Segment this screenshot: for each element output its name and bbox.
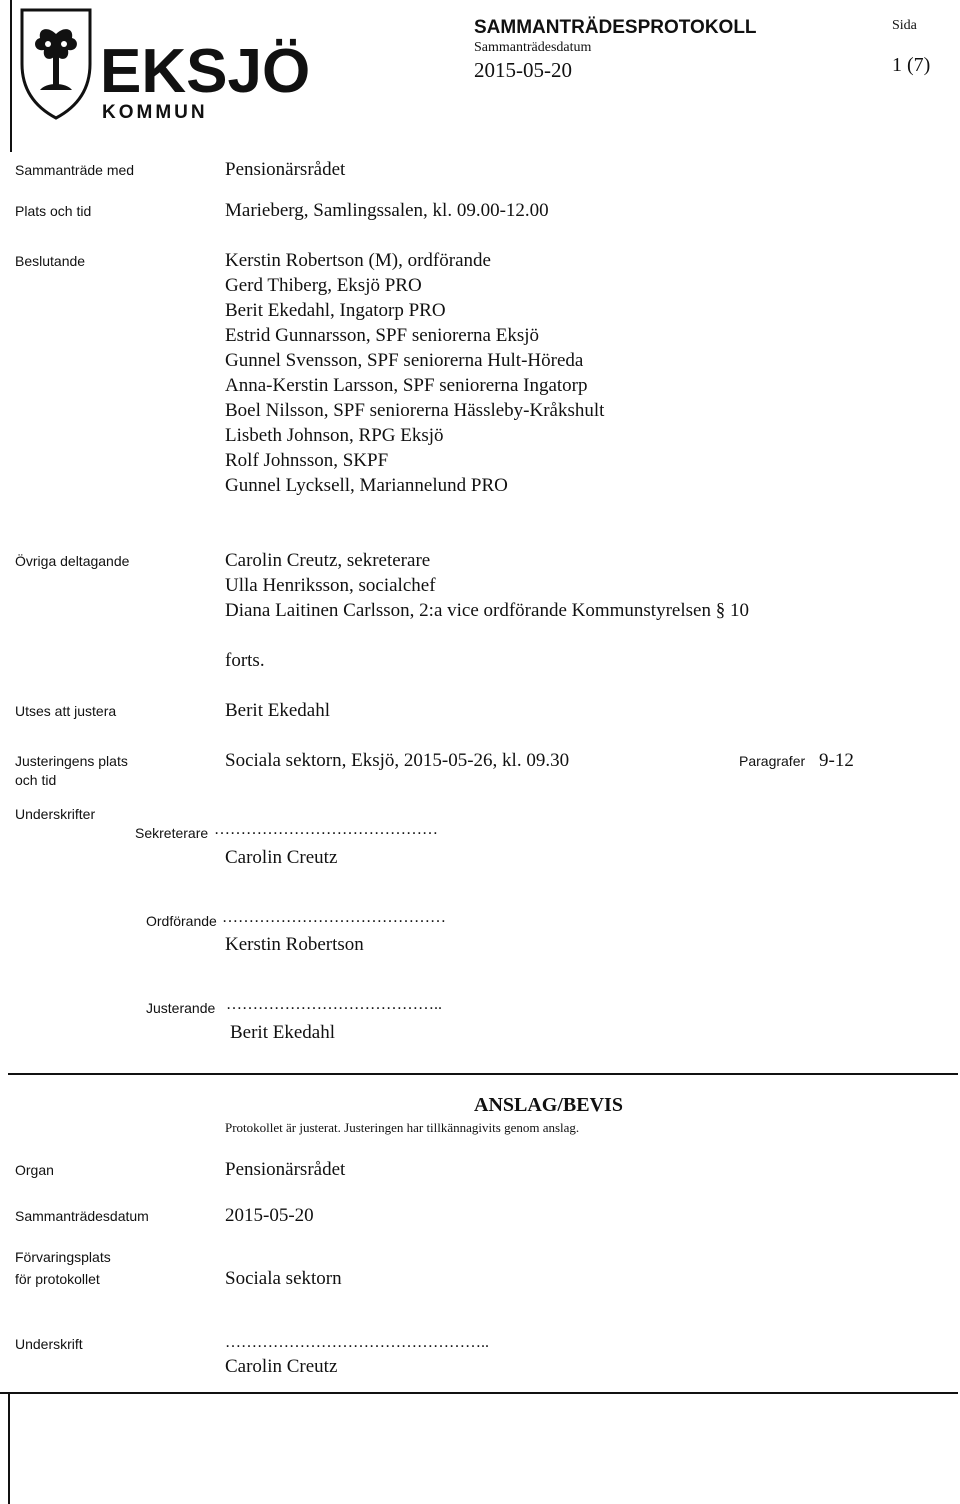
meeting-label: Sammanträde med	[15, 162, 135, 178]
justering-plats-label-1: Justeringens plats	[15, 753, 128, 769]
sekreterare-name: Carolin Creutz	[225, 847, 338, 868]
place-value: Marieberg, Samlingssalen, kl. 09.00-12.00	[225, 200, 549, 221]
list-item: Anna-Kerstin Larsson, SPF seniorerna Ingatorp	[225, 375, 588, 396]
ordforande-name: Kerstin Robertson	[225, 934, 364, 955]
list-item: Ulla Henriksson, socialchef	[225, 575, 436, 596]
anslag-title: ANSLAG/BEVIS	[474, 1094, 623, 1116]
underskrifter-label: Underskrifter	[15, 806, 96, 822]
list-item: Kerstin Robertson (M), ordförande	[225, 250, 491, 271]
section-divider	[8, 1073, 958, 1075]
beslutande-list	[225, 248, 604, 498]
list-item: Estrid Gunnarsson, SPF seniorerna Eksjö	[225, 325, 540, 346]
forvaring-label-2: för protokollet	[15, 1271, 100, 1287]
beslutande-label: Beslutande	[15, 253, 86, 269]
page-number: 1 (7)	[892, 54, 931, 76]
ordforande-signature-line: ……………………………………	[222, 909, 446, 926]
list-item: Carolin Creutz, sekreterare	[225, 550, 431, 571]
list-item: Berit Ekedahl, Ingatorp PRO	[225, 300, 446, 321]
forvaring-value: Sociala sektorn	[225, 1268, 342, 1289]
eksjo-kommun-logo	[18, 6, 311, 124]
justerande-label: Justerande	[146, 1000, 216, 1016]
meeting-value: Pensionärsrådet	[225, 159, 346, 180]
place-label: Plats och tid	[15, 203, 92, 219]
organ-label: Organ	[15, 1162, 54, 1178]
paragrafer-label: Paragrafer	[739, 753, 806, 769]
underskrift-signature-line: …………………………………………..	[225, 1334, 489, 1351]
justering-plats-label-2: och tid	[15, 772, 57, 788]
ovriga-list	[225, 548, 749, 623]
bottom-left-rule	[8, 1392, 10, 1504]
header-date-label: Sammanträdesdatum	[474, 40, 592, 55]
forvaring-label-1: Förvaringsplats	[15, 1249, 111, 1265]
document-title: SAMMANTRÄDESPROTOKOLL	[474, 17, 757, 38]
justerande-signature-line: …………………………………..	[226, 996, 442, 1013]
list-item: Rolf Johnsson, SKPF	[225, 450, 389, 471]
ovriga-label: Övriga deltagande	[15, 553, 130, 569]
anslag-datum-value: 2015-05-20	[225, 1205, 314, 1226]
page-label: Sida	[892, 18, 917, 33]
utses-value: Berit Ekedahl	[225, 700, 330, 721]
header-left-rule	[10, 0, 12, 152]
utses-label: Utses att justera	[15, 703, 117, 719]
header-date: 2015-05-20	[474, 58, 572, 82]
list-item: Lisbeth Johnson, RPG Eksjö	[225, 425, 444, 446]
logo-subtitle: KOMMUN	[102, 102, 208, 123]
list-item: Boel Nilsson, SPF seniorerna Hässleby-Kråkshult	[225, 400, 605, 421]
list-item: Diana Laitinen Carlsson, 2:a vice ordförande Kommunstyrelsen § 10	[225, 600, 749, 621]
underskrift-name: Carolin Creutz	[225, 1356, 338, 1377]
anslag-note: Protokollet är justerat. Justeringen har tillkännagivits genom anslag.	[225, 1120, 580, 1135]
forts-note: forts.	[225, 650, 265, 671]
list-item: Gerd Thiberg, Eksjö PRO	[225, 275, 422, 296]
coat-of-arms-icon	[22, 10, 90, 118]
sekreterare-signature-line: ……………………………………	[214, 821, 438, 838]
logo-wordmark: EKSJÖ	[100, 37, 311, 106]
list-item: Gunnel Svensson, SPF seniorerna Hult-Höreda	[225, 350, 584, 371]
organ-value: Pensionärsrådet	[225, 1159, 346, 1180]
list-item: Gunnel Lycksell, Mariannelund PRO	[225, 475, 508, 496]
justerande-name: Berit Ekedahl	[230, 1022, 335, 1043]
paragrafer-value: 9-12	[819, 750, 854, 771]
ordforande-label: Ordförande	[146, 913, 217, 929]
sekreterare-label: Sekreterare	[135, 825, 209, 841]
justering-plats-value: Sociala sektorn, Eksjö, 2015-05-26, kl. 09.30	[225, 750, 570, 771]
bottom-divider	[0, 1392, 958, 1394]
underskrift-label: Underskrift	[15, 1336, 83, 1352]
anslag-datum-label: Sammanträdesdatum	[15, 1208, 149, 1224]
